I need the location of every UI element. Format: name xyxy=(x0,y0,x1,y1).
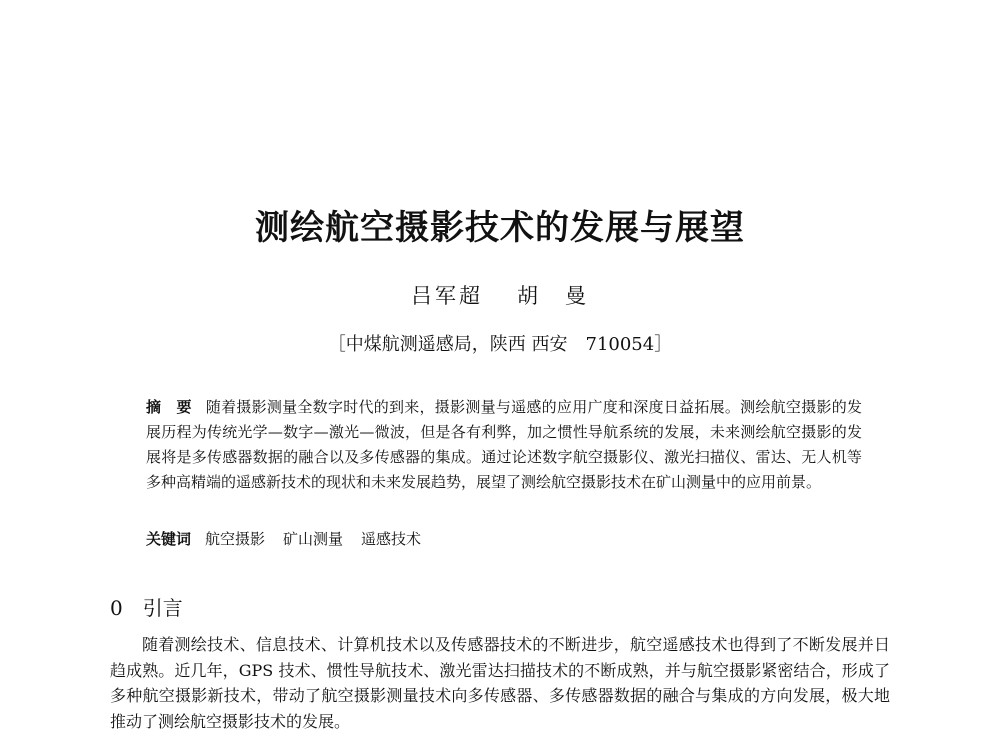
author-name: 胡 曼 xyxy=(517,284,589,308)
keyword: 矿山测量 xyxy=(283,530,344,548)
abstract-label: 摘 要 xyxy=(146,398,192,416)
section-title: 引言 xyxy=(142,596,183,620)
body-paragraph: 随着测绘技术、信息技术、计算机技术以及传感器技术的不断进步，航空遥感技术也得到了不断发展并日趋成熟。近几年，GPS 技术、惯性导航技术、激光雷达扫描技术的不断成熟，并与航空摄影紧密结合，形成了多种航空摄影新技术，带动了航空摄影测量技术向多传感器、多传感器数据的融合与集成的方向发展，极大地推动了测绘航空摄影技术的发展。 xyxy=(110,635,890,731)
keyword: 遥感技术 xyxy=(361,530,422,548)
abstract-text: 随着摄影测量全数字时代的到来，摄影测量与遥感的应用广度和深度日益拓展。测绘航空摄影的发展历程为传统光学—数字—激光—微波，但是各有利弊，加之惯性导航系统的发展，未来测绘航空摄影的发展将是多传感器数据的融合以及多传感器的集成。通过论述数字航空摄影仪、激光扫描仪、雷达、无人机等多种高精端的遥感新技术的现状和未来发展趋势，展望了测绘航空摄影技术在矿山测量中的应用前景。 xyxy=(146,398,862,491)
abstract xyxy=(146,395,862,495)
keywords xyxy=(146,527,862,552)
keyword: 航空摄影 xyxy=(205,530,266,548)
section-number: 0 xyxy=(110,596,123,620)
keywords-label: 关键词 xyxy=(146,530,192,548)
author-affiliation: ［中煤航测遥感局，陕西 西安 710054］ xyxy=(327,334,673,355)
paper-title: 测绘航空摄影技术的发展与展望 xyxy=(255,208,745,248)
author-name: 吕军超 xyxy=(411,284,483,308)
section-heading xyxy=(110,592,183,621)
author-list xyxy=(0,280,1000,310)
